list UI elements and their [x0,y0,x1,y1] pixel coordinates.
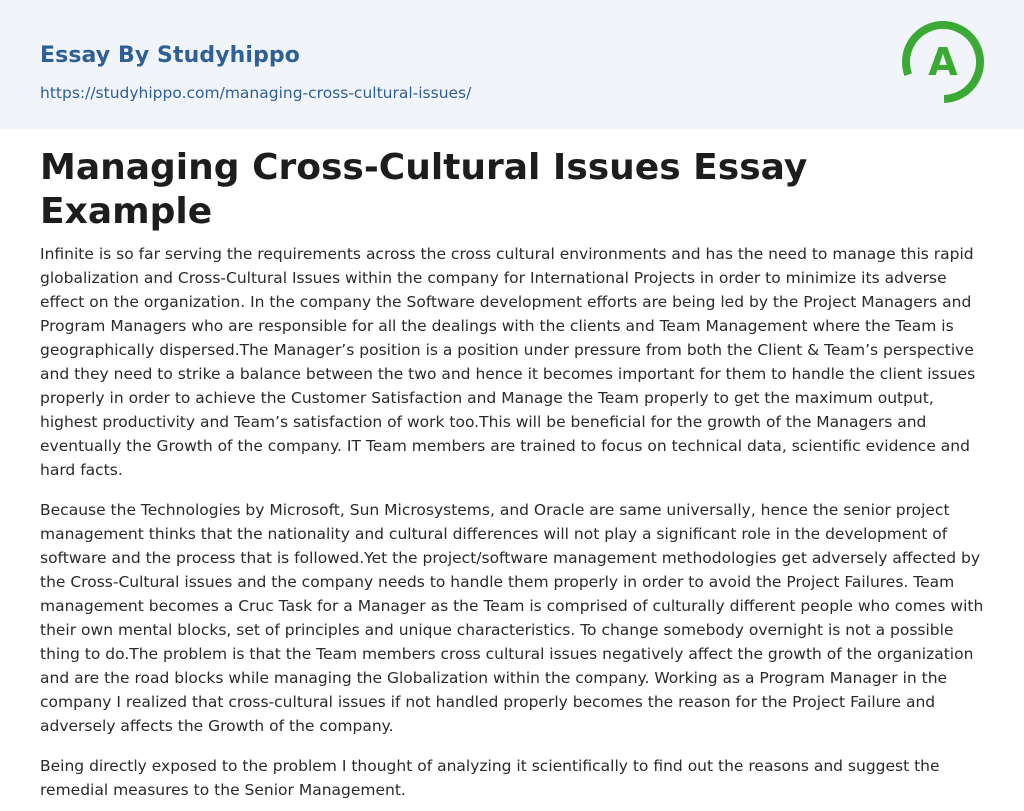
site-header [0,0,1024,129]
studyhippo-logo-icon[interactable] [900,19,986,105]
site-brand[interactable]: Essay By Studyhippo [40,43,300,68]
article-paragraph-3: Being directly exposed to the problem I thought of analyzing it scientifically to find out the reasons and suggest the remedial measures to the Senior Management. [40,757,940,799]
article-title: Managing Cross-Cultural Issues Essay Example [40,147,808,232]
page-url-link[interactable]: https://studyhippo.com/managing-cross-cultural-issues/ [40,84,472,102]
logo-letter: A [928,40,958,84]
article-paragraph-2: Because the Technologies by Microsoft, Sun Microsystems, and Oracle are same universally, hence the senior project management thinks that the nationality and cultural differences will not play a significant role in the development of software and the process that is followed.Yet the project/software management methodologies get adversely affected by the Cross-Cultural issues and the company needs to handle them properly in order to avoid the Project Failures. Team management becomes a Cruc Task for a Manager as the Team is comprised of culturally different people who comes with their own mental blocks, set of principles and unique characteristics. To change somebody overnight is not a possible thing to do.The problem is that the Team members cross cultural issues negatively affect the growth of the organization and are the road blocks while managing the Globalization within the company. Working as a Program Manager in the company I realized that cross-cultural issues if not handled properly becomes the reason for the Project Failure and adversely affects the Growth of the company. [40,501,984,735]
article-paragraph-1: Infinite is so far serving the requirements across the cross cultural environments and has the need to manage this rapid globalization and Cross-Cultural Issues within the company for International Projects in order to minimize its adverse effect on the organization. In the company the Software development efforts are being led by the Project Managers and Program Managers who are responsible for all the dealings with the clients and Team Management where the Team is geographically dispersed.The Manager’s position is a position under pressure from both the Client & Team’s perspective and they need to strike a balance between the two and hence it becomes important for them to handle the client issues properly in order to achieve the Customer Satisfaction and Manage the Team properly to get the maximum output, highest productivity and Team’s satisfaction of work too.This will be beneficial for the growth of the Managers and eventually the Growth of the company. IT Team members are trained to focus on technical data, scientific evidence and hard facts. [40,245,976,479]
article [0,129,1024,802]
